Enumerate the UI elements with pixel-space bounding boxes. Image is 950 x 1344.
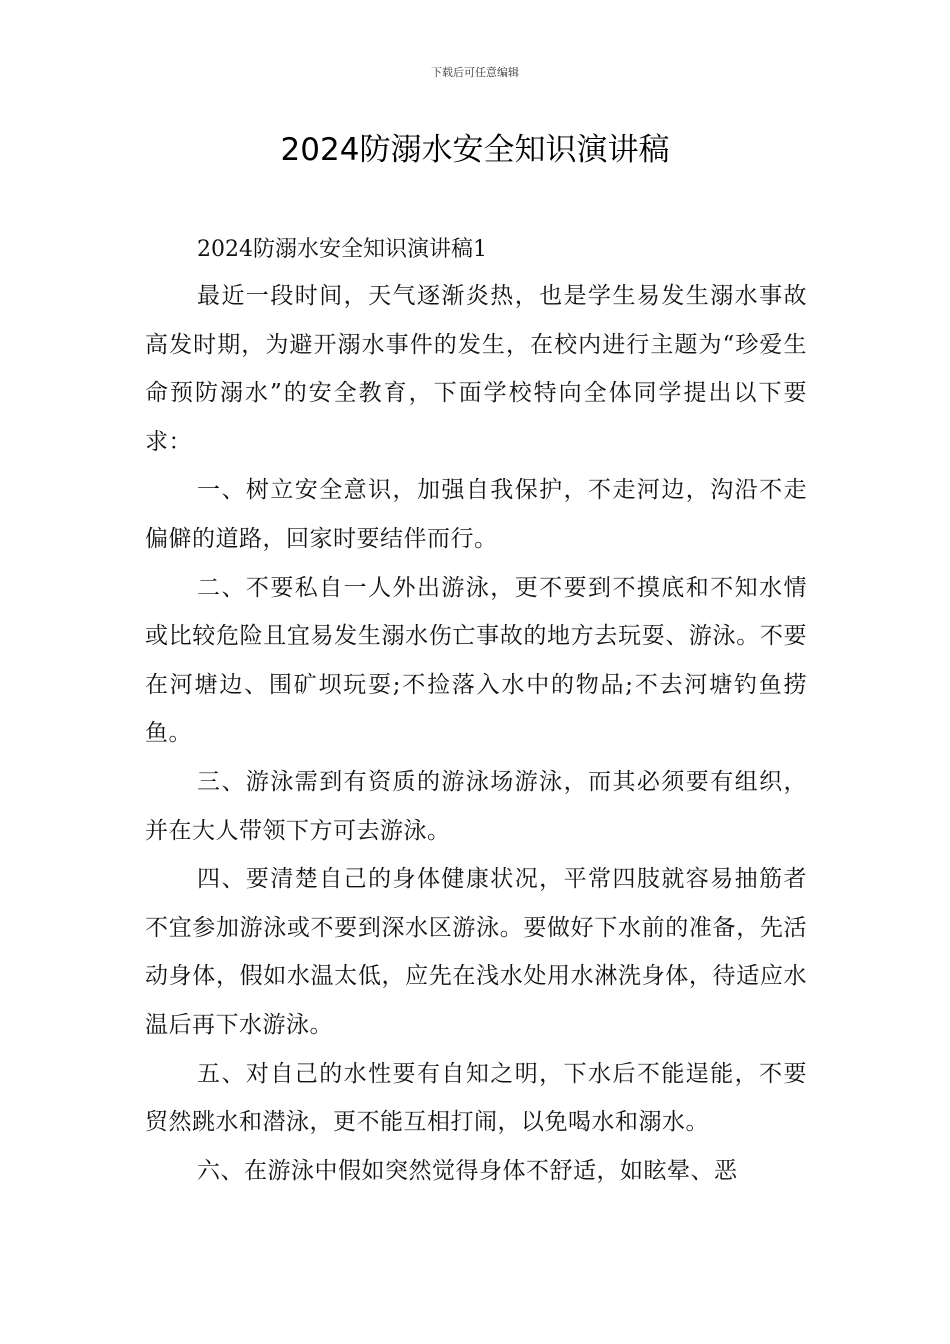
paragraph-rule-3: 三、游泳需到有资质的游泳场游泳，而其必须要有组织，并在大人带领下方可去游泳。	[145, 768, 807, 844]
header-note: 下载后可任意编辑	[431, 66, 519, 79]
section-heading: 2024防溺水安全知识演讲稿1	[197, 237, 487, 262]
document-body	[145, 230, 807, 1195]
paragraph-rule-4: 四、要清楚自己的身体健康状况，平常四肢就容易抽筋者不宜参加游泳或不要到深水区游泳。要做好下水前的准备，先活动身体，假如水温太低，应先在浅水处用水淋洗身体，待适应水温后再下水游泳。	[145, 866, 807, 1038]
paragraph-rule-1: 一、树立安全意识，加强自我保护，不走河边，沟沿不走偏僻的道路，回家时要结伴而行。	[145, 477, 807, 552]
paragraph-rule-2: 二、不要私自一人外出游泳，更不要到不摸底和不知水情或比较危险且宜易发生溺水伤亡事故的地方去玩耍、游泳。不要在河塘边、围矿坝玩耍;不捡落入水中的物品;不去河塘钓鱼捞鱼。	[145, 574, 807, 747]
paragraph-rule-6: 六、在游泳中假如突然觉得身体不舒适，如眩晕、恶	[197, 1157, 738, 1184]
document-title: 2024防溺水安全知识演讲稿	[280, 132, 670, 168]
paragraph-intro: 最近一段时间，天气逐渐炎热，也是学生易发生溺水事故高发时期，为避开溺水事件的发生，在校内进行主题为“珍爱生命预防溺水”的安全教育，下面学校特向全体同学提出以下要求：	[145, 283, 807, 455]
paragraph-rule-5: 五、对自己的水性要有自知之明，下水后不能逞能，不要贸然跳水和潜泳，更不能互相打闹，以免喝水和溺水。	[145, 1060, 807, 1136]
